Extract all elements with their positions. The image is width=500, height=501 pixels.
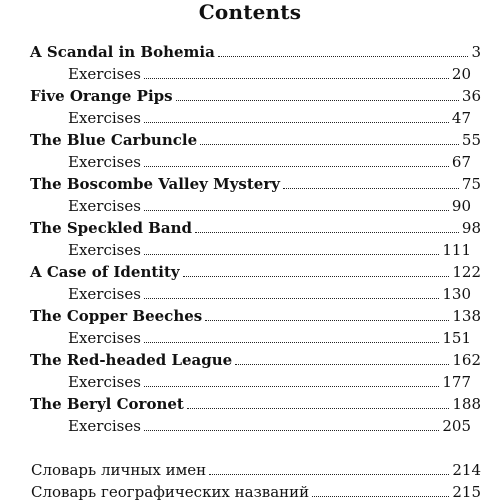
toc-entry-exercises[interactable] xyxy=(0,149,500,171)
dot-leader xyxy=(187,407,450,409)
dot-leader xyxy=(144,429,439,431)
toc-entry-story[interactable] xyxy=(0,215,500,237)
toc-entry-exercises[interactable] xyxy=(0,413,500,435)
page-number: 188 xyxy=(452,395,481,413)
toc-entry-story[interactable] xyxy=(0,303,500,325)
dot-leader xyxy=(144,385,439,387)
page-number: 215 xyxy=(452,483,481,501)
page-number: 67 xyxy=(451,153,471,171)
glossary-section xyxy=(0,457,500,501)
toc-entry-story[interactable] xyxy=(0,259,500,281)
dot-leader xyxy=(144,253,439,255)
page-number: 138 xyxy=(452,307,481,325)
toc-entry-glossary[interactable] xyxy=(0,457,500,479)
dot-leader xyxy=(144,77,449,79)
page-number: 162 xyxy=(452,351,481,369)
story-title: A Scandal in Bohemia xyxy=(30,43,215,61)
page-title: Contents xyxy=(198,0,302,24)
dot-leader xyxy=(283,187,459,189)
toc-entry-story[interactable] xyxy=(0,171,500,193)
toc-entry-exercises[interactable] xyxy=(0,237,500,259)
exercises-label: Exercises xyxy=(68,197,141,215)
exercises-label: Exercises xyxy=(68,241,141,259)
story-title: The Copper Beeches xyxy=(30,307,203,325)
toc-entry-exercises[interactable] xyxy=(0,369,500,391)
page-number: 205 xyxy=(442,417,471,435)
dot-leader xyxy=(195,231,459,233)
dot-leader xyxy=(312,495,449,497)
toc-entry-story[interactable] xyxy=(0,83,500,105)
exercises-label: Exercises xyxy=(68,65,141,83)
exercises-label: Exercises xyxy=(68,373,141,391)
dot-leader xyxy=(218,55,469,57)
story-title: The Speckled Band xyxy=(30,219,192,237)
toc-entry-exercises[interactable] xyxy=(0,281,500,303)
dot-leader xyxy=(200,143,459,145)
page-number: 20 xyxy=(451,65,471,83)
toc-entry-story[interactable] xyxy=(0,391,500,413)
glossary-title: Словарь географических названий xyxy=(31,483,310,501)
dot-leader xyxy=(176,99,459,101)
page-number: 47 xyxy=(451,109,471,127)
table-of-contents xyxy=(0,39,500,435)
story-title: Five Orange Pips xyxy=(30,87,173,105)
exercises-label: Exercises xyxy=(68,329,141,347)
dot-leader xyxy=(209,473,449,475)
page-number: 122 xyxy=(452,263,481,281)
glossary-title: Словарь личных имен xyxy=(31,461,207,479)
page-number: 130 xyxy=(442,285,471,303)
toc-entry-exercises[interactable] xyxy=(0,325,500,347)
exercises-label: Exercises xyxy=(68,153,141,171)
page-number: 55 xyxy=(461,131,481,149)
page-number: 3 xyxy=(471,43,481,61)
toc-entry-story[interactable] xyxy=(0,127,500,149)
toc-entry-story[interactable] xyxy=(0,347,500,369)
page-number: 36 xyxy=(461,87,481,105)
exercises-label: Exercises xyxy=(68,109,141,127)
story-title: The Beryl Coronet xyxy=(30,395,184,413)
story-title: The Red-headed League xyxy=(30,351,233,369)
toc-entry-story[interactable] xyxy=(0,39,500,61)
dot-leader xyxy=(144,297,439,299)
exercises-label: Exercises xyxy=(68,285,141,303)
toc-entry-glossary[interactable] xyxy=(0,479,500,501)
dot-leader xyxy=(144,341,439,343)
dot-leader xyxy=(235,363,449,365)
dot-leader xyxy=(205,319,449,321)
dot-leader xyxy=(144,121,449,123)
dot-leader xyxy=(144,165,449,167)
dot-leader xyxy=(144,209,449,211)
story-title: The Blue Carbuncle xyxy=(30,131,198,149)
page-number: 151 xyxy=(442,329,471,347)
page-number: 177 xyxy=(442,373,471,391)
toc-entry-exercises[interactable] xyxy=(0,61,500,83)
toc-entry-exercises[interactable] xyxy=(0,105,500,127)
toc-entry-exercises[interactable] xyxy=(0,193,500,215)
story-title: A Case of Identity xyxy=(30,263,180,281)
page-number: 111 xyxy=(442,241,471,259)
page-number: 75 xyxy=(461,175,481,193)
page-number: 214 xyxy=(452,461,481,479)
exercises-label: Exercises xyxy=(68,417,141,435)
dot-leader xyxy=(183,275,450,277)
page-number: 98 xyxy=(461,219,481,237)
story-title: The Boscombe Valley Mystery xyxy=(30,175,280,193)
page-number: 90 xyxy=(451,197,471,215)
